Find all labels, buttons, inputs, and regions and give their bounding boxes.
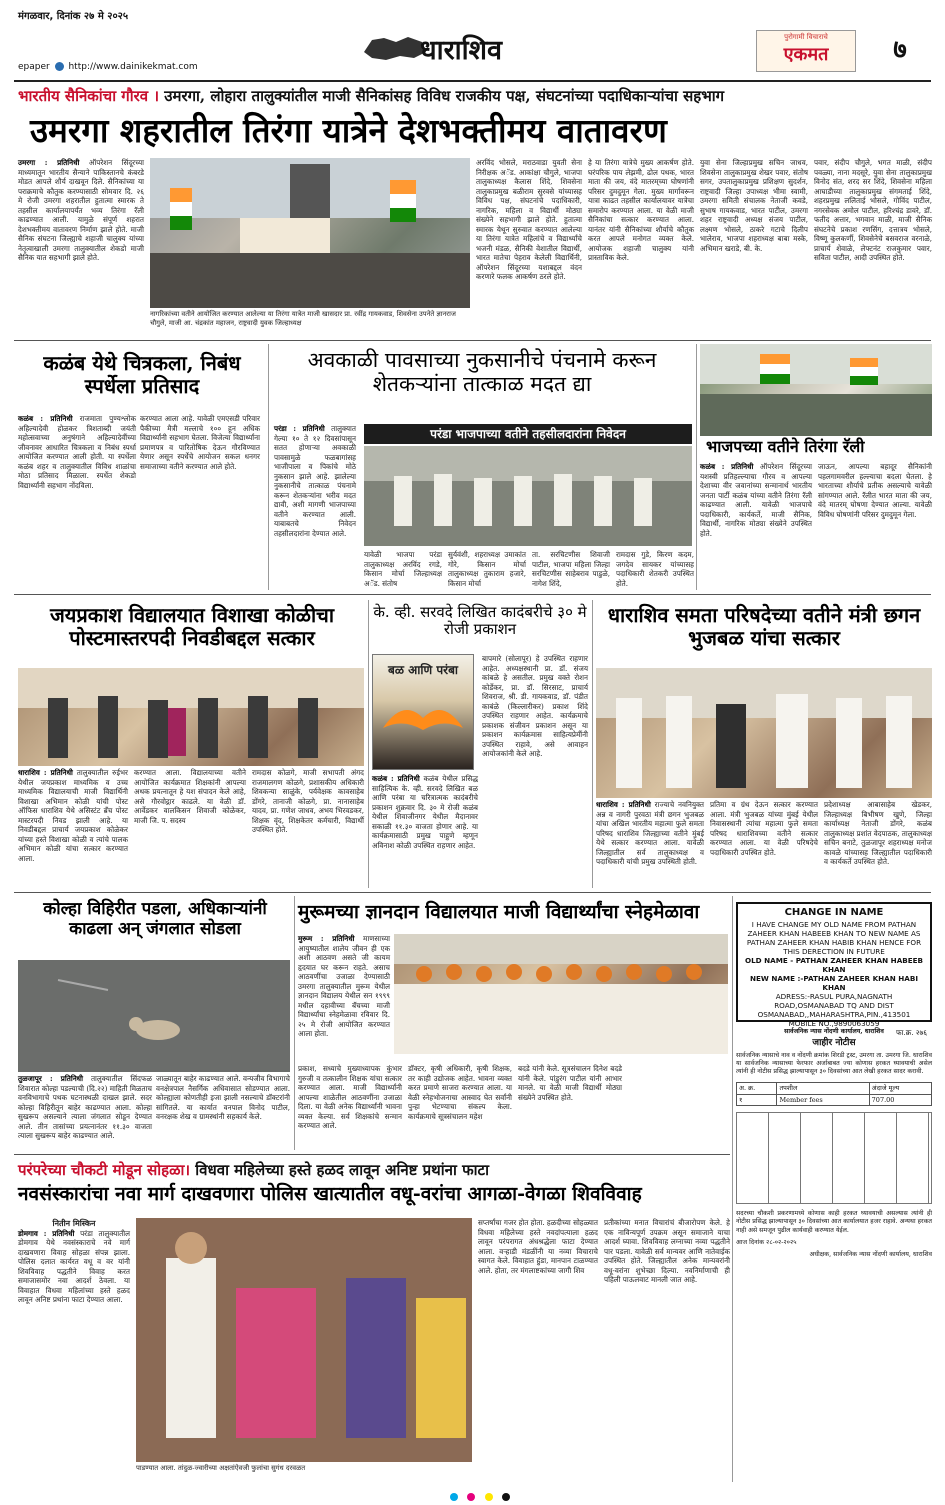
vishakha-photo xyxy=(18,668,364,766)
paranda-headline: अवकाळी पावसाच्या नुकसानीचे पंचनामे करून शेतकऱ्यांना तात्काळ मदत द्या xyxy=(307,348,657,397)
shivvivah-photo xyxy=(136,1218,472,1462)
lead-text-1: ऑपरेशन सिंदूरच्या माध्यमातून भारतीय सैन्याने पाकिस्तानचे कंबरडे मोडत आपले शौर्य दाखवून दिले. सैनिकांच्या या पराक्रमाचे कौतुक करण्यासाठी सोमवार दि. २६ मे रोजी उमरगा शहरातील हुतात्मा स्मारक ते तहसील कार्यालयापर्यंत भव्य तिरंगा रॅली काढण्यात आली. यामुळे संपूर्ण शहरात देशभक्तीमय वातावरण निर्माण झाले होते. माजी सैनिक संघटना जिल्ह्याचे शहाजी चालुक्य यांच्या नेतृत्वाखाली उमरगा तालुक्यातील शेकडो माजी सैनिक यात सहभागी झाले होते. xyxy=(18,158,144,262)
paranda-column-5: रामदास गुडे, किरण कदम, जगदेव सायकर यांच्यासह पदाधिकारी शेतकरी उपस्थित होते. xyxy=(616,550,694,588)
epaper-url: http://www.dainikekmat.com xyxy=(68,62,198,72)
wedding-column-1 xyxy=(18,1218,130,1480)
paranda-byline: परंडा : प्रतिनिधी xyxy=(274,424,325,433)
vishakha-column-1 xyxy=(18,768,128,884)
column-rule xyxy=(268,344,269,590)
legal-td-2: Member fees xyxy=(777,1094,869,1105)
paranda-subhead: परंडा भाजपाच्या वतीने तहसीलदारांना निवेदन xyxy=(364,424,692,444)
bjp-rally-column-1 xyxy=(700,462,812,590)
legal-grid-table xyxy=(736,1112,932,1204)
bjp-rally-photo xyxy=(700,344,932,436)
notice-address: ADRESS:-RASUL PURA,NAGNATH ROAD,OSMANABAD TQ AND DIST OSMANABAD,,MAHARASHTRA,PIN.,413501 xyxy=(757,991,911,1019)
brand-box xyxy=(756,30,856,72)
page-number: ७ xyxy=(893,35,907,65)
bjp-rally-column-2: जाऊन, आपल्या बहादूर सैनिकांनी पहलगामवरील हल्ल्याचा बदला घेतला. हे भारताच्या शौर्याचे प्रतीक असल्याचे यावेळी सांगण्यात आले. रॅलीत भारत माता की जय, वंदे मातरम् घोषणा देण्यात आल्या. यावेळी विविध घोषणांनी परिसर दुमदुमून गेला. xyxy=(818,462,932,519)
lead-column-1 xyxy=(18,158,144,336)
globe-icon xyxy=(55,62,64,71)
legal-notice xyxy=(736,1028,932,1480)
wedding-column-4: प्रतीकांच्या मनात विचारांचं बीजारोपण केले. हे एक नाविन्यपूर्ण उपक्रम असून समाजाने याचा आदर्श घ्यावा. शिवविवाह लग्नाच्या नव्या पद्धतीने पार पडला. यावेळी सर्व मान्यवर आणि नातेवाईक उपस्थित होते. जिल्ह्यातील अनेक मान्यवरांनी वधू-वरांना शुभेच्छा दिल्या. नवनिर्माणाची ही पहिली पाऊलवाट मानली जात आहे. xyxy=(604,1218,730,1284)
legal-th-1: अ. क्र. xyxy=(737,1083,777,1094)
kolha-text-1: तालुक्यातील सिंदफळ शिवारात कोल्हा पडल्याची (दि.२२) माहिती मिळताच वनविभागाचे पथक घटनास्थळी दाखल झाले. सदर कोल्हा विहिरीतून बाहेर काढण्यात आला. कोल्हा सुखरूप असल्याने त्याला जंगलात सोडून देण्यात आले. तीन तासांच्या प्रयत्नानंतर ११.३० वाजता त्याला सुखरूप बाहेर काढण्यात आले. xyxy=(18,1074,152,1140)
bjp-rally-byline: कळंब : प्रतिनिधी xyxy=(700,462,754,471)
felicitation-photo xyxy=(18,668,364,766)
kalamb-art-headline: कळंब येथे चित्रकला, निबंध स्पर्धेला प्रतिसाद xyxy=(43,351,241,398)
legal-signature: अधीक्षक, सार्वजनिक न्यास नोंदणी कार्यालय, धाराशिव xyxy=(809,1250,932,1258)
fox-in-well-photo xyxy=(18,960,290,1072)
memorandum-photo xyxy=(364,446,692,546)
vishakha-byline: धाराशिव : प्रतिनिधी xyxy=(18,768,73,777)
epaper-link[interactable] xyxy=(18,62,358,76)
legal-title: जाहीर नोटीस xyxy=(812,1038,856,1049)
issue-date: मंगळवार, दिनांक २७ मे २०२५ xyxy=(18,11,129,22)
magenta-mark-icon xyxy=(467,1493,475,1501)
column-rule xyxy=(696,344,697,590)
lead-photo-caption: नागरिकांच्या वतीने आयोजित करण्यात आलेल्या या तिरंगा यात्रेत माजी खासदार प्रा. रवींद्र गायकवाड, शिवसेना उपनेते ज्ञानराज चौगुले, माजी आ. चंद्रकांत महाजन, राष्ट्रवादी युवक जिल्हाध्यक्ष xyxy=(150,310,456,327)
kolha-headline: कोल्हा विहिरीत पडला, अधिकाऱ्यांनी काढला अन् जंगलात सोडला xyxy=(43,899,267,939)
legal-th-2: तपशील xyxy=(777,1083,869,1094)
registration-marks xyxy=(330,1486,630,1496)
murum-column-3: डॉक्टर, कृषी अधिकारी, कृषी शिक्षक, तर काही उद्योजक आहेत. भावना व्यक्त करत प्रमाणे साजरा करण्यात आला. या वेळी स्नेहभोजनाचा आस्वाद घेत सर्वांनी पुन्हा भेटण्याचा संकल्प केला. कार्यक्रमाचे सूत्रसंचालन महेश xyxy=(408,1064,512,1121)
murum-text-1: माणसाच्या आयुष्यातील शालेय जीवन ही एक अशी आठवण असते जी कायम हृदयात घर करून राहते. असाच आठवणींचा उजाळा देण्यासाठी उमरगा तालुक्यातील मुरूम येथील ज्ञानदान विद्यालय येथील सन १९९९ मधील दहावीच्या बॅचच्या माजी विद्यार्थ्यांचा स्नेहमेळावा रविवार दि. २५ मे रोजी आयोजित करण्यात आला होता. xyxy=(298,934,390,1038)
notice-title: CHANGE IN NAME xyxy=(784,907,884,918)
murum-column-1 xyxy=(298,934,390,1060)
legal-table-header xyxy=(737,1083,932,1094)
column-rule xyxy=(294,896,295,1150)
wedding-byline: डोमगाव : प्रतिनिधी xyxy=(18,1228,75,1238)
murum-byline: मुरूम : प्रतिनिधी xyxy=(298,934,355,943)
kalamb-art-column-1 xyxy=(18,414,136,589)
yellow-mark-icon xyxy=(485,1493,493,1501)
wedding-subhead: विधवा महिलेच्या हस्ते हळद लावून अनिष्ट प्रथांना फाटा xyxy=(195,1161,489,1179)
kalamb-art-text-1: राजमाता पुण्यश्लोक अहिल्यादेवी होळकर त्रिशताब्दी जयंती महोत्सवाच्या अनुषंगाने अहिल्यादेवींच्या जीवनावर आधारित चित्रकला व निबंध स्पर्धा आयोजित करण्यात आली होती. या स्पर्धेला कळंब शहर व तालुक्यातील विविध शाळांचा मोठा प्रतिसाद मिळाला. स्पर्धेत शेकडो विद्यार्थ्यांनी सहभाग नोंदविला. xyxy=(18,414,136,490)
vishakha-column-2: करण्यात आला. विद्यालयाच्या वतीने आयोजित कार्यक्रमात शिक्षकांनी आपल्या अथक प्रयत्नातून हे यश संपादन केले आहे, असे गौरवोद्गार काढले. या वेळी डॉ. आर्वेडकर वालकिसन शिवाजी कोळेकर, माजी जि. प. सदस्य xyxy=(134,768,246,825)
novel-text-1: कळंब येथील प्रसिद्ध साहित्यिक के. व्ही. सरवदे लिखित बळ आणि परंबा या चरित्रात्मक कादंबरीचे प्रकाशन शुक्रवार दि. ३० मे रोजी कळंब येथील शिवाजीनगर येथील मैदानावर सकाळी ११.३० वाजता होणार आहे. या कार्यक्रमासाठी प्रमुख पाहुणे म्हणून अविनाश कोळी उपस्थित राहणार आहेत. xyxy=(372,774,478,850)
bhujbal-byline: धाराशिव : प्रतिनिधी xyxy=(596,800,651,809)
lead-column-3: अरविंद भोसले, मराठवाडा युवती सेना निरीक्षक अॅड. आकांक्षा चौगुले, भाजपा तालुकाध्यक्ष कैलास शिंदे, शिवसेना तालुकाप्रमुख बळीराम सुरवसे यांच्यासह विविध पक्ष, संघटनांचे पदाधिकारी, नागरिक, महिला व विद्यार्थी मोठ्या संख्येने सहभागी झाले होते. हुतात्मा स्मारक येथून सुरुवात करण्यात आलेल्या या तिरंगा यात्रेत महिलांचे व विद्यार्थ्यांचे भजनी मंडळ, सैनिकी वेशातील विद्यार्थी, भारत मातेचा पेहराव केलेली विद्यार्थिनी, ऑपरेशन सिंदूरच्या यशाबद्दल वंदन करणारे फलक आकर्षण ठरले होते. xyxy=(476,158,582,281)
wedding-column-3: सप्तर्षांचा गजर होत होता. हळदीच्या सोहळ्यात विधवा महिलेच्या हस्ते नवदांपत्याला हळद लावून परंपरागत अंधश्रद्धेला फाटा देण्यात आला. वऱ्हाडी मंडळींनी या नव्या विचाराचे स्वागत केले. विवाहात हुंडा, मानपान टाळण्यात आले. होता, तर मंगलाष्टकांच्या जागी शिव xyxy=(478,1218,598,1275)
notice-mobile: MOBILE NO.,9890063059 xyxy=(788,1018,880,1028)
legal-table xyxy=(736,1082,932,1106)
epaper-label: epaper xyxy=(18,62,50,72)
notice-ref: फा.क्र. २७६ xyxy=(896,1027,927,1037)
novel-cover-title: बळ आणि परंबा xyxy=(387,663,459,677)
lead-column-4: हे या तिरंगा यात्रेचे मुख्य आकर्षण होते. घरंपरिक पाय लेझमी, ढोल पथक, भारत माता की जय, वंदे मातरम्‌च्या घोषणांनी परिसर दुमदुमून गेला. मुख्य मार्गावरून यात्रा काढत तहसील कार्यालयावर यात्रेचा समारोप करण्यात आला. या वेळी माजी सैनिकांचा सत्कार करण्यात आला. यानंतर यांनी सैनिकांच्या शौर्याचे कौतुक करत आपले मनोगत व्यक्त केले. आयोजक शहाजी चालुक्य यांनी प्रास्ताविक केले. xyxy=(588,158,694,262)
bjp-rally-text-1: ऑपरेशन सिंदूरच्या यशस्वी प्रतिहल्ल्याचा गौरव व आपल्या देशाच्या वीर जवानांच्या सन्मानार्थ भारतीय जनता पार्टी कळंब यांच्या वतीने तिरंगा रॅली काढण्यात आली. यावेळी भाजपाचे पदाधिकारी, कार्यकर्ते, माजी सैनिक, विद्यार्थी, नागरिक मोठ्या संख्येने उपस्थित होते. xyxy=(700,462,812,538)
bhujbal-headline: धाराशिव समता परिषदेच्या वतीने मंत्री छगन भुजबळ यांचा सत्कार xyxy=(607,603,921,650)
novel-column-2: बापमारे (सोलापूर) हे उपस्थित राहणार आहेत. अध्यक्षस्थानी प्रा. डॉ. संजय कांबळे हे असतील. प्रमुख वक्ते रोशन कोर्डेकर, प्रा. डॉ. सिरसाट, प्राचार्य शिवराज, श्री. डी. गायकवाड, डॉ. पंडीत काबंळे (किल्लारीकर) प्रकाश शिंदे उपस्थित राहणार आहेत. कार्यक्रमाचे प्रकाशक संजीवन प्रकाशन असून या प्रकाशन कार्यक्रमास साहित्यप्रेमींनी उपस्थित राहावे, असे आवाहन आयोजकांनी केले आहे. xyxy=(482,654,588,758)
vishakha-headline: जयप्रकाश विद्यालयात विशाखा कोळीचा पोस्टमास्तरपदी निवडीबद्दल सत्कार xyxy=(49,603,335,650)
lead-kicker: भारतीय सैनिकांचा गौरव । xyxy=(18,87,160,105)
paranda-text-1: तालुक्यात गेल्या १० ते १२ दिवसांपासून सतत होणाऱ्या अवकाळी पावसामुळे फळबागांसह भाजीपाला व पिकांचे मोठे नुकसान झाले आहे. झालेल्या नुकसानीचे तात्काळ पंचनामे करून शेतकऱ्यांना भरीव मदत द्यावी, अशी मागणी भाजपाच्या वतीने करण्यात आली. याबाबतचे निवेदन तहसीलदारांना देण्यात आले. xyxy=(274,424,356,538)
notice-new-name: NEW NAME :-PATHAN ZAHEER KHAN HABI KHAN xyxy=(749,973,918,992)
legal-table-row xyxy=(737,1094,932,1105)
masthead-divider xyxy=(14,80,931,82)
notice-old-name: OLD NAME - PATHAN ZAHEER KHAN HABEEB KHAN xyxy=(744,955,924,974)
kolha-column-2: जाळ्यातून बाहेर काढण्यात आले. वन्यजीव विभागाचे वनक्षेत्रपाल नैसर्गिक अधिवासात सोडण्यात आला. कोल्ह्याला कोणतीही इजा झाली नसल्याचे डॉक्टरांनी सांगितले. या कार्यात वनपाल विनोद पाटील, वनरक्षक शेख व ग्रामस्थांनी सहकार्य केले. xyxy=(156,1074,290,1121)
legal-th-3: अंदाजे मूल्य xyxy=(869,1083,931,1094)
notice-body: I HAVE CHANGE MY OLD NAME FROM PATHAN ZAHEER KHAN HABEEB KHAN TO NEW NAME AS PATHAN ZAHEER KHAN HABIB KHAN HENCE FOR THIS DERECTION IN FUTURE xyxy=(746,919,922,956)
wedding-headline: नवसंस्कारांचा नवा मार्ग दाखवणारा पोलिस खात्यातील वधू-वरांचा आगळा-वेगळा शिवविवाह xyxy=(18,1183,642,1205)
section-divider-3 xyxy=(14,892,931,893)
paranda-column-2: यावेळी भाजपा परंडा तालुकाध्यक्ष अरविंद रगडे, किसान मोर्चा जिल्हाध्यक्ष अॅड. संतोष xyxy=(364,550,442,588)
paranda-column-3: सुर्यवंशी, शहराध्यक्ष उमाकांत गोरे, किसान मोर्चा तालुकाध्यक्ष तुकाराम हजारे, किसान मोर्चा xyxy=(448,550,526,588)
murum-column-2: प्रकाश, सध्याचे मुख्याध्यापक कुंभार गुरुजी व तत्कालीन शिक्षक यांचा सत्कार करण्यात आला. माजी विद्यार्थ्यांनी आपल्या शाळेतील आठवणींना उजाळा दिला. या वेळी अनेक विद्यार्थ्यांनी भावना व्यक्त केल्या. सर्व शिक्षकांचे सन्मान करण्यात आले. xyxy=(298,1064,402,1130)
murum-photo xyxy=(394,934,728,1054)
paranda-column-4: ता. सरचिटणीस शिवाजी पाटील, भाजपा महिला जिल्हा सरचिटणीस साहेबराव पाडुळे, नागेश शिंदे, xyxy=(532,550,610,588)
black-mark-icon xyxy=(502,1493,510,1501)
eagle-icon xyxy=(373,688,473,748)
vishakha-text-1: तालुक्यातील रुईभर येथील जयप्रकाश माध्यमिक व उच्च माध्यमिक विद्यालयाची माजी विद्यार्थिनी विशाखा अभिमान कोळी यांची पोस्ट ऑफिस धाराशिव येथे असिस्टंट ब्रँच पोस्ट मास्टरपदी निवड झाली आहे. या निवडीबद्दल प्राचार्य जयप्रकाश कोळेकर यांच्या हस्ते विशाखा कोळी व त्यांचे पालक अभिमान कोळी यांचा सत्कार करण्यात आला. xyxy=(18,768,128,863)
legal-td-3: 707.00 xyxy=(869,1094,931,1105)
legal-footer: सदरच्या चौकशी प्रकरणामध्ये कोणास काही हरकत घ्यावयाची असल्यास त्यांनी ही नोटीस प्रसिद्ध झाल्यापासून ३० दिवसांच्या आत कार्यालयात हजर राहावे. अन्यथा हरकत नाही असे समजून पुढील कार्यवाही करण्यात येईल. xyxy=(736,1210,932,1234)
novel-column-1 xyxy=(372,774,478,884)
kalamb-art-byline: कळंब : प्रतिनिधी xyxy=(18,414,73,423)
wedding-photo xyxy=(136,1218,472,1462)
vishakha-column-3: रामदास कोळगे, माजी सभापती अंगद राजमालगण कोळगे, प्रशासकीय अधिकारी शिवकन्या साळुंके, पर्यवेक्षक कावसाहेब डोंगरे, तानाजी कोळगे, प्रा. नानासाहेब यादव, प्रा. गणेश जाधव, अभय भिरवडकर, शिक्षक वृंद, शिक्षकेतर कर्मचारी, विद्यार्थी उपस्थित होते. xyxy=(252,768,364,834)
paranda-column-1 xyxy=(274,424,356,589)
brand-logo: एकमत xyxy=(783,44,829,65)
novel-headline: के. व्ही. सरवदे लिखित कादंबरीचे ३० मे रोजी प्रकाशन xyxy=(373,603,587,639)
reunion-group-photo xyxy=(394,934,728,1054)
bhujbal-felicitation-photo xyxy=(596,668,932,798)
lead-byline: उमरगा : प्रतिनिधी xyxy=(18,158,80,167)
brand-tagline: पुरोगामी विचाराचे xyxy=(784,33,828,41)
column-rule xyxy=(592,600,593,888)
murum-column-4: बदडे यांनी केले. सूत्रसंचालन दिनेश बदडे यांनी केले. पांडुरंग पाटील यांनी आभार मानले. या वेळी माजी विद्यार्थी मोठ्या संख्येने उपस्थित होते. xyxy=(518,1064,622,1102)
rally-photo-art xyxy=(700,344,932,436)
wedding-author: नितीन मिस्किन xyxy=(52,1218,96,1228)
lead-subhead: उमरगा, लोहारा तालुक्यांतील माजी सैनिकांसह विविध राजकीय पक्ष, संघटनांच्या पदाधिकाऱ्यांचा सहभाग xyxy=(164,87,725,105)
section-title: धाराशिव xyxy=(420,35,502,66)
wedding-photo-caption: पाडण्यात आला. तांदुळ-ज्वारीच्या अक्षतांऐवजी फुलांचा सुगंध दरवळत xyxy=(136,1464,306,1472)
wedding-kicker: परंपरेच्या चौकटी मोडून सोहळा। xyxy=(18,1161,191,1179)
column-rule xyxy=(368,600,369,888)
tiranga-rally-photo xyxy=(150,158,470,308)
lead-photo xyxy=(150,158,470,308)
lead-kicker-row xyxy=(18,86,933,108)
bhujbal-text-1: राज्याचे नवनियुक्त अन्न व नागरी पुरवठा मंत्री छगन भुजबळ यांचा अखिल भारतीय महात्मा फुले समता परिषद धाराशिव जिल्ह्याच्या वतीने मुंबई येथे सत्कार करण्यात आला. यावेळी जिल्ह्यातील सर्व तालुकाध्यक्ष व पदाधिकारी यांची प्रमुख उपस्थिती होती. xyxy=(596,800,704,866)
wedding-text-1: परंडा तालुक्यातील डोमगाव येथे नवसंस्काराचे नवे मार्ग दाखवणारा विवाह सोहळा संपन्न झाला. पोलिस दलात कार्यरत वधू व वर यांनी शिवविवाह पद्धतीने विवाह करत समाजासमोर नवा आदर्श ठेवला. या विवाहात विधवा महिलांच्या हस्ते हळद लावून अनिष्ट प्रथांना फाटा देण्यात आला. xyxy=(18,1228,130,1305)
novel-byline: कळंब : प्रतिनिधी xyxy=(372,774,420,783)
kolha-byline: तुळजापूर : प्रतिनिधी xyxy=(18,1074,83,1083)
kalamb-art-column-2: करण्यात आला आहे. यावेळी एमएसडी परिवार पैकीच्या मैत्री मल्लाचे १०० हून अधिक विद्यार्थ्यांनी सहभाग घेतला. विजेत्या विद्यार्थ्यांना प्रमाणपत्र व पारितोषिक देऊन गौरविण्यात येणार असून स्पर्धेचे आयोजन सकल धनगर समाजाच्या वतीने करण्यात आले होते. xyxy=(140,414,260,471)
bhujbal-photo xyxy=(596,668,932,798)
novel-cover xyxy=(372,654,474,770)
section-divider-2 xyxy=(14,594,931,595)
bhujbal-column-2: प्रतिमा व ग्रंथ देऊन सत्कार करण्यात आला. मंत्री भुजबळ यांच्या मुंबई येथील निवासस्थानी त्यांचा महात्मा फुले समता परिषद धाराशिवच्या वतीने सत्कार करण्यात आला. या वेळी परिषदेचे पदाधिकारी उपस्थित होते. xyxy=(710,800,818,857)
column-rule xyxy=(732,896,733,1482)
lead-column-5: युवा सेना जिल्हाप्रमुख सचिन जाधव, शिवसेना तालुकाप्रमुख शेखर पवार, संतोष सगर, उपतालुकाप्रमुख प्रशिक्षण सुदर्शन, राष्ट्रवादी जिल्हा उपाध्यक्ष भीमा स्वामी, उमरगा समिती संचालक नेताजी कवडे, सुभाष गायकवाड, भारत पाटील, उमरगा शहर राष्ट्रवादी अध्यक्ष संजय पाटील, लक्ष्मण भोसले, ठाकरे गटाचे दिलीप भालेराव, भाजपा शहराध्यक्ष बाबा मस्के, अभिमान खराडे, बी. के. xyxy=(700,158,808,253)
bjp-rally-headline: भाजपच्या वतीने तिरंगा रॅली xyxy=(706,437,865,456)
cyan-mark-icon xyxy=(450,1493,458,1501)
bhujbal-column-1 xyxy=(596,800,704,888)
legal-office: सार्वजनिक न्यास नोंदणी कार्यालय, धाराशिव xyxy=(784,1028,884,1035)
bhujbal-column-3: प्रदेशाध्यक्ष आबासाहेब खेडकर, जिल्हाध्यक्ष बिभीषण खुणे, जिल्हा कार्याध्यक्ष नेताजी डोंगरे, कळंब तालुकाध्यक्ष प्रशांत वेदपाठक, तालुकाध्यक्ष सचिन बनाटे, तुळजापूर शहराध्यक्ष मनोज कावळे यांच्यासह जिल्ह्यातील पदाधिकारी व कार्यकर्ते उपस्थित होते. xyxy=(824,800,933,866)
murum-headline: मुरूमच्या ज्ञानदान विद्यालयात माजी विद्यार्थ्यांचा स्नेहमेळावा xyxy=(298,901,700,923)
kolha-photo xyxy=(18,960,290,1072)
lead-headline: उमरगा शहरातील तिरंगा यात्रेने देशभक्तीमय वातावरण xyxy=(30,111,667,150)
paranda-photo xyxy=(364,446,692,546)
kolha-column-1 xyxy=(18,1074,152,1150)
wedding-kicker-row xyxy=(18,1160,730,1182)
legal-body: सार्वजनिक न्यासाचे नाव व नोंदणी क्रमांक शिरडी ट्रस्ट, उमरगा ता. उमरगा जि. धाराशिव या सार्वजनिक न्यासाच्या फेरफार अर्जाबाबत ज्या कोणास हरकत घ्यावयाची असेल त्यांनी ही नोटीस प्रसिद्ध झाल्यापासून ३० दिवसांच्या आत लेखी हरकत सादर करावी. xyxy=(736,1051,932,1076)
legal-td-1: १ xyxy=(737,1094,777,1105)
legal-date: आज दिनांक २८-०२-२०२५ xyxy=(736,1238,797,1246)
section-divider-4 xyxy=(14,1154,730,1155)
section-divider xyxy=(14,340,931,341)
lead-column-6: पवार, संदीप चौगुले, भगत माळी, संदीप पवळ्या, नाना मदसूरे, युवा सेना तालुकाप्रमुख विनोद संत, शरद सर शिंदे, शिवसेना महिला आघाडीच्या तालुकाप्रमुख संगमताई शिंदे, शहरप्रमुख ललिताई भोसले, गोविंद पाटील, नगरसेवक अमोल पाटील, हरिश्चंद्र डावरे, डॉ. फतीद अत्तार, भगवान माळी, माजी सैनिक संघटनेचे प्रकाश रणसिंग, दत्तात्रय भोसले, विष्णू कुलकर्णी, शिवसेनेचे बसवराज वरनाळे, प्राचार्य शेवाळे, लेफ्टनंट राजकुमार पवार, सविता पाटील, आदी उपस्थित होते. xyxy=(814,158,932,262)
